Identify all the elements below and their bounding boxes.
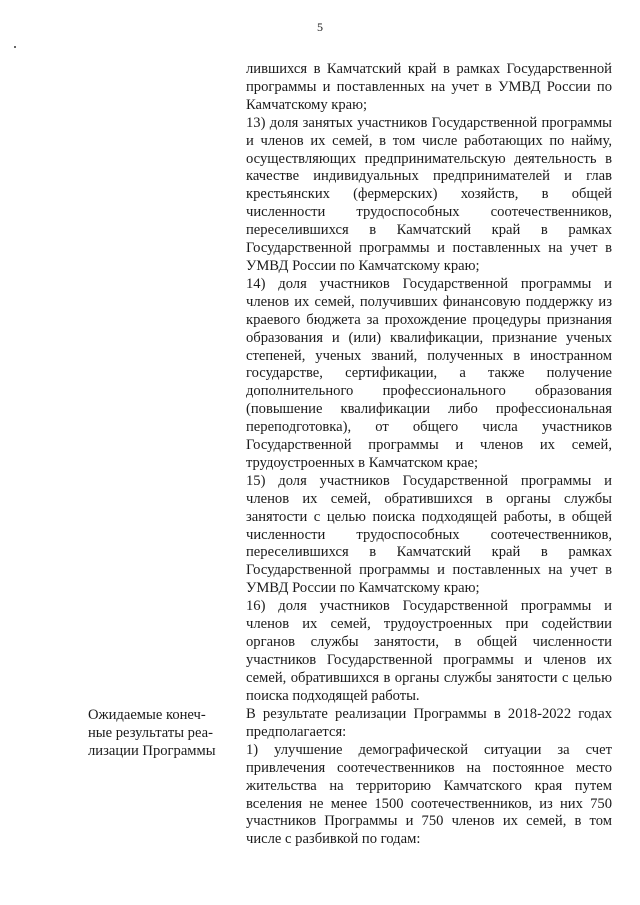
paragraph-item-1: 1) улучшение демографической ситуации за счет привлечения соотечественников на постоянное место жительства на территорию Камчатского края путем вселения не менее 1500 соотечественников, из них 750 участников Программы и 750 членов их семей, в том числе с разбивкой по годам: xyxy=(246,741,612,848)
expected-results-text-block xyxy=(246,706,612,849)
page-number: 5 xyxy=(317,20,323,34)
paragraph-item-15: 15) доля участников Государственной программы и членов их семей, обратившихся в органы службы занятости с целью поиска подходящей работы, в общей численности трудоспособных соотечественников, переселившихся в Камчатский край в рамках Государственной программы и поставленных на учет в УМВД России по Камчатскому краю; xyxy=(246,472,612,597)
expected-results-label: Ожидаемые конеч- ные результаты реа- лизации Программы xyxy=(88,707,216,759)
paragraph-intro: В результате реализации Программы в 2018-2022 годах предполагается: xyxy=(246,706,612,740)
indicators-text-block xyxy=(246,61,612,706)
paragraph-item-14: 14) доля участников Государственной программы и членов их семей, получивших финансовую поддержку из краевого бюджета за прохождение процедуры признания образования и (или) квалификации, признание ученых степеней, ученых званий, полученных в иностранном государстве, сертификации, а также получение дополнительного профессионального образования (повышение квалификации либо профессиональная переподготовка), от общего числа участников Государственной программы и членов их семей, трудоустроенных в Камчатском крае; xyxy=(246,275,612,471)
paragraph-continuation: лившихся в Камчатский край в рамках Государственной программы и поставленных на учет в УМВД России по Камчатскому краю; xyxy=(246,61,612,113)
paragraph-item-16: 16) доля участников Государственной программы и членов их семей, трудоустроенных при содействии органов службы занятости, в общей численности участников Государственной программы и членов их семей, обратившихся в органы службы занятости с целью поиска подходящей работы. xyxy=(246,598,612,704)
scan-mark xyxy=(14,46,16,48)
paragraph-item-13: 13) доля занятых участников Государственной программы и членов их семей, в том числе работающих по найму, осуществляющих предпринимательскую деятельность в качестве индивидуальных предпринимателей и глав крестьянских (фермерских) хозяйств, в общей численности трудоспособных соотечественников, переселившихся в Камчатский край в рамках Государственной программы и поставленных на учет в УМВД России по Камчатскому краю; xyxy=(246,114,612,274)
